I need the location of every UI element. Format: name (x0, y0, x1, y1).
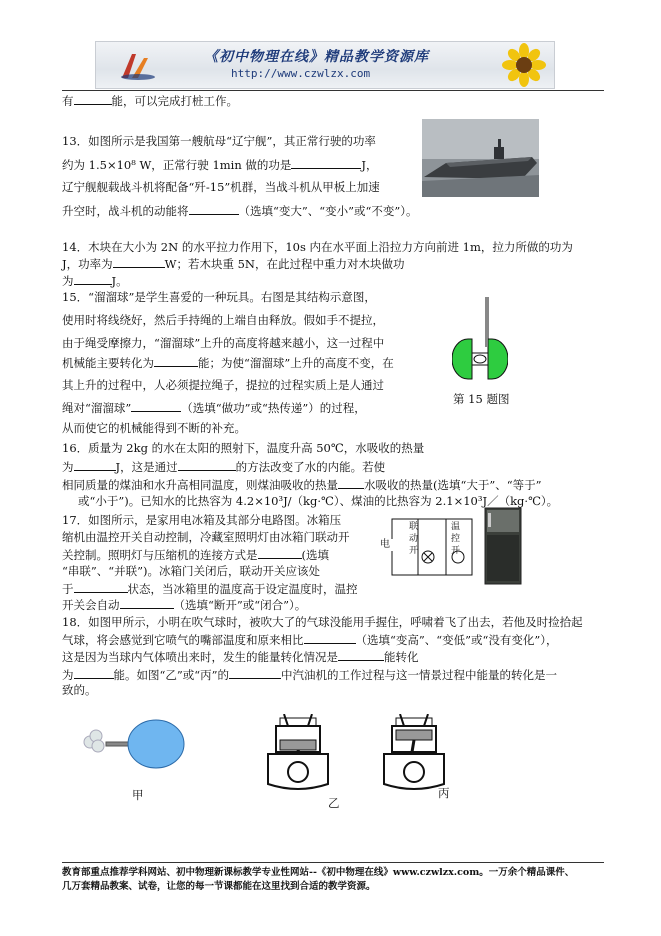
aircraft-carrier-photo (422, 119, 539, 197)
question-16-line: 或“小于”)。已知水的比热容为 4.2×10³J/（kg·℃）、煤油的比热容为 2.1×10³J／（kg·℃）。 (78, 494, 559, 508)
header-title: 《初中物理在线》精品教学资源库 (204, 49, 429, 65)
figure-label-yi: 乙 (328, 796, 340, 810)
circuit-label-door-switch: 联动开 (409, 522, 419, 556)
question-14-line: 为 J。 (62, 274, 128, 288)
header-url: http://www.czwlzx.com (231, 67, 371, 80)
question-15-line: 其上升的过程中，人必须提拉绳子，提拉的过程实质上是人通过 (62, 378, 384, 392)
question-13-line: 约为 1.5×10⁸ W，正常行驶 1min 做的功是 J， (62, 158, 378, 172)
text-line: 有 能，可以完成打桩工作。 (62, 94, 238, 108)
question-17-line: 缩机由温控开关自动控制，冷藏室照明灯由冰箱门联动开 (62, 530, 350, 544)
question-18-line: 18．如图甲所示，小明在吹气球时，被吹大了的气球没能用手握住，呼啸着飞了出去，若他及时捡拾起 (62, 615, 583, 629)
footer-line: 几万套精品教案、试卷，让您的每一节课都能在这里找到合适的教学资源。 (62, 881, 376, 892)
question-15-line: 15．“溜溜球”是学生喜爱的一种玩具。右图是其结构示意图， (62, 290, 376, 304)
question-16-line: 16．质量为 2kg 的水在太阳的照射下，温度升高 50℃，水吸收的热量 (62, 441, 425, 455)
footer-rule (62, 862, 604, 863)
sunflower-icon (496, 43, 552, 87)
question-17-line: 于 状态，当冰箱里的温度高于设定温度时，温控 (62, 582, 358, 596)
figure-15-caption: 第 15 题图 (453, 392, 510, 406)
question-17-line: 17．如图所示，是家用电冰箱及其部分电路图。冰箱压 (62, 513, 342, 527)
engine-figure-yi (258, 714, 338, 792)
header-banner (95, 41, 555, 89)
logo-icon (118, 48, 158, 82)
question-14-line: J，功率为 W；若木块重 5N，在此过程中重力对木块做功 (62, 257, 405, 271)
refrigerator-photo (484, 507, 522, 585)
question-18-line: 这是因为当球内气体喷出来时，发生的能量转化情况是 能转化 (62, 650, 419, 664)
figure-label-jia: 甲 (132, 788, 144, 802)
header-rule (62, 90, 604, 91)
question-15-line: 绳对“溜溜球” （选填“做功”或“热传递”）的过程， (62, 401, 366, 415)
question-18-line: 致的。 (62, 683, 97, 697)
yoyo-figure (452, 295, 508, 385)
question-17-line: “串联”、“并联”)。冰箱门关闭后，联动开关应该处 (62, 564, 321, 578)
figure-label-bing: 丙 (438, 786, 450, 800)
engine-figure-bing (374, 714, 454, 792)
question-15-line: 使用时将线绕好，然后手持绳的上端自由释放。假如手不提拉， (62, 313, 384, 327)
question-13-line: 13．如图所示是我国第一艘航母“辽宁舰”，其正常行驶的功率 (62, 134, 376, 148)
question-16-line: 为 J，这是通过 的方法改变了水的内能。若使 (62, 460, 386, 474)
question-17-line: 开关会自动 （选填“断开”或“闭合”）。 (62, 598, 307, 612)
question-15-line: 由于绳受摩擦力，“溜溜球”上升的高度将越来越小，这一过程中 (62, 336, 385, 350)
question-18-line: 气球，将会感觉到它喷气的嘴部温度和原来相比 （选填“变高”、“变低”或“没有变化”）， (62, 633, 558, 647)
question-18-line: 为 能。如图“乙”或“丙”的 中汽油机的工作过程与这一情景过程中能量的转化是一 (62, 668, 558, 682)
question-14-line: 14．木块在大小为 2N 的水平拉力作用下，10s 内在水平面上沿拉力方向前进 1m，拉力所做的功为 (62, 240, 573, 254)
footer-line: 教育部重点推荐学科网站、初中物理新课标教学专业性网站--《初中物理在线》www.czwlzx.com。一万余个精品课件、 (62, 867, 575, 878)
question-13-line: 辽宁舰舰载战斗机将配备“歼-15”机群，当战斗机从甲板上加速 (62, 180, 380, 194)
question-16-line: 相同质量的煤油和水升高相同温度，则煤油吸收的热量 水吸收的热量(选填“大于”、“等于” (62, 478, 542, 492)
circuit-label-power: 电 (380, 539, 390, 550)
balloon-figure (80, 718, 190, 780)
question-15-line: 机械能主要转化为 能；为使“溜溜球”上升的高度不变，在 (62, 356, 394, 370)
question-13-line: 升空时，战斗机的动能将 （选填“变大”、“变小”或“不变”）。 (62, 204, 418, 218)
question-15-line: 从而使它的机械能得到不断的补充。 (62, 421, 246, 435)
circuit-label-thermostat: 温控开 (451, 522, 461, 556)
question-17-line: 关控制。照明灯与压缩机的连接方式是 (选填 (62, 548, 329, 562)
